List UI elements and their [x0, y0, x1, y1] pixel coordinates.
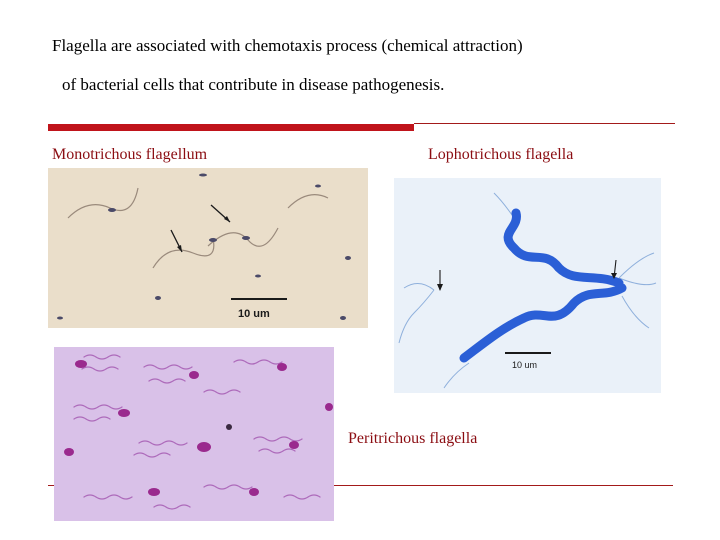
intro-text-line-1: Flagella are associated with chemotaxis process (chemical attraction)	[52, 36, 523, 55]
accent-divider-thin	[414, 123, 675, 124]
lophotrichous-scale-label: 10 um	[512, 360, 538, 370]
monotrichous-scale-label: 10 um	[238, 308, 270, 320]
monotrichous-micrograph	[48, 168, 368, 328]
accent-divider-thick	[48, 124, 414, 131]
peritrichous-micrograph	[54, 347, 334, 521]
peritrichous-label: Peritrichous flagella	[348, 430, 478, 447]
lophotrichous-micrograph	[394, 178, 661, 393]
intro-text-line-2: of bacterial cells that contribute in disease pathogenesis.	[62, 75, 445, 94]
monotrichous-label: Monotrichous flagellum	[52, 146, 208, 163]
lophotrichous-label: Lophotrichous flagella	[428, 146, 574, 163]
